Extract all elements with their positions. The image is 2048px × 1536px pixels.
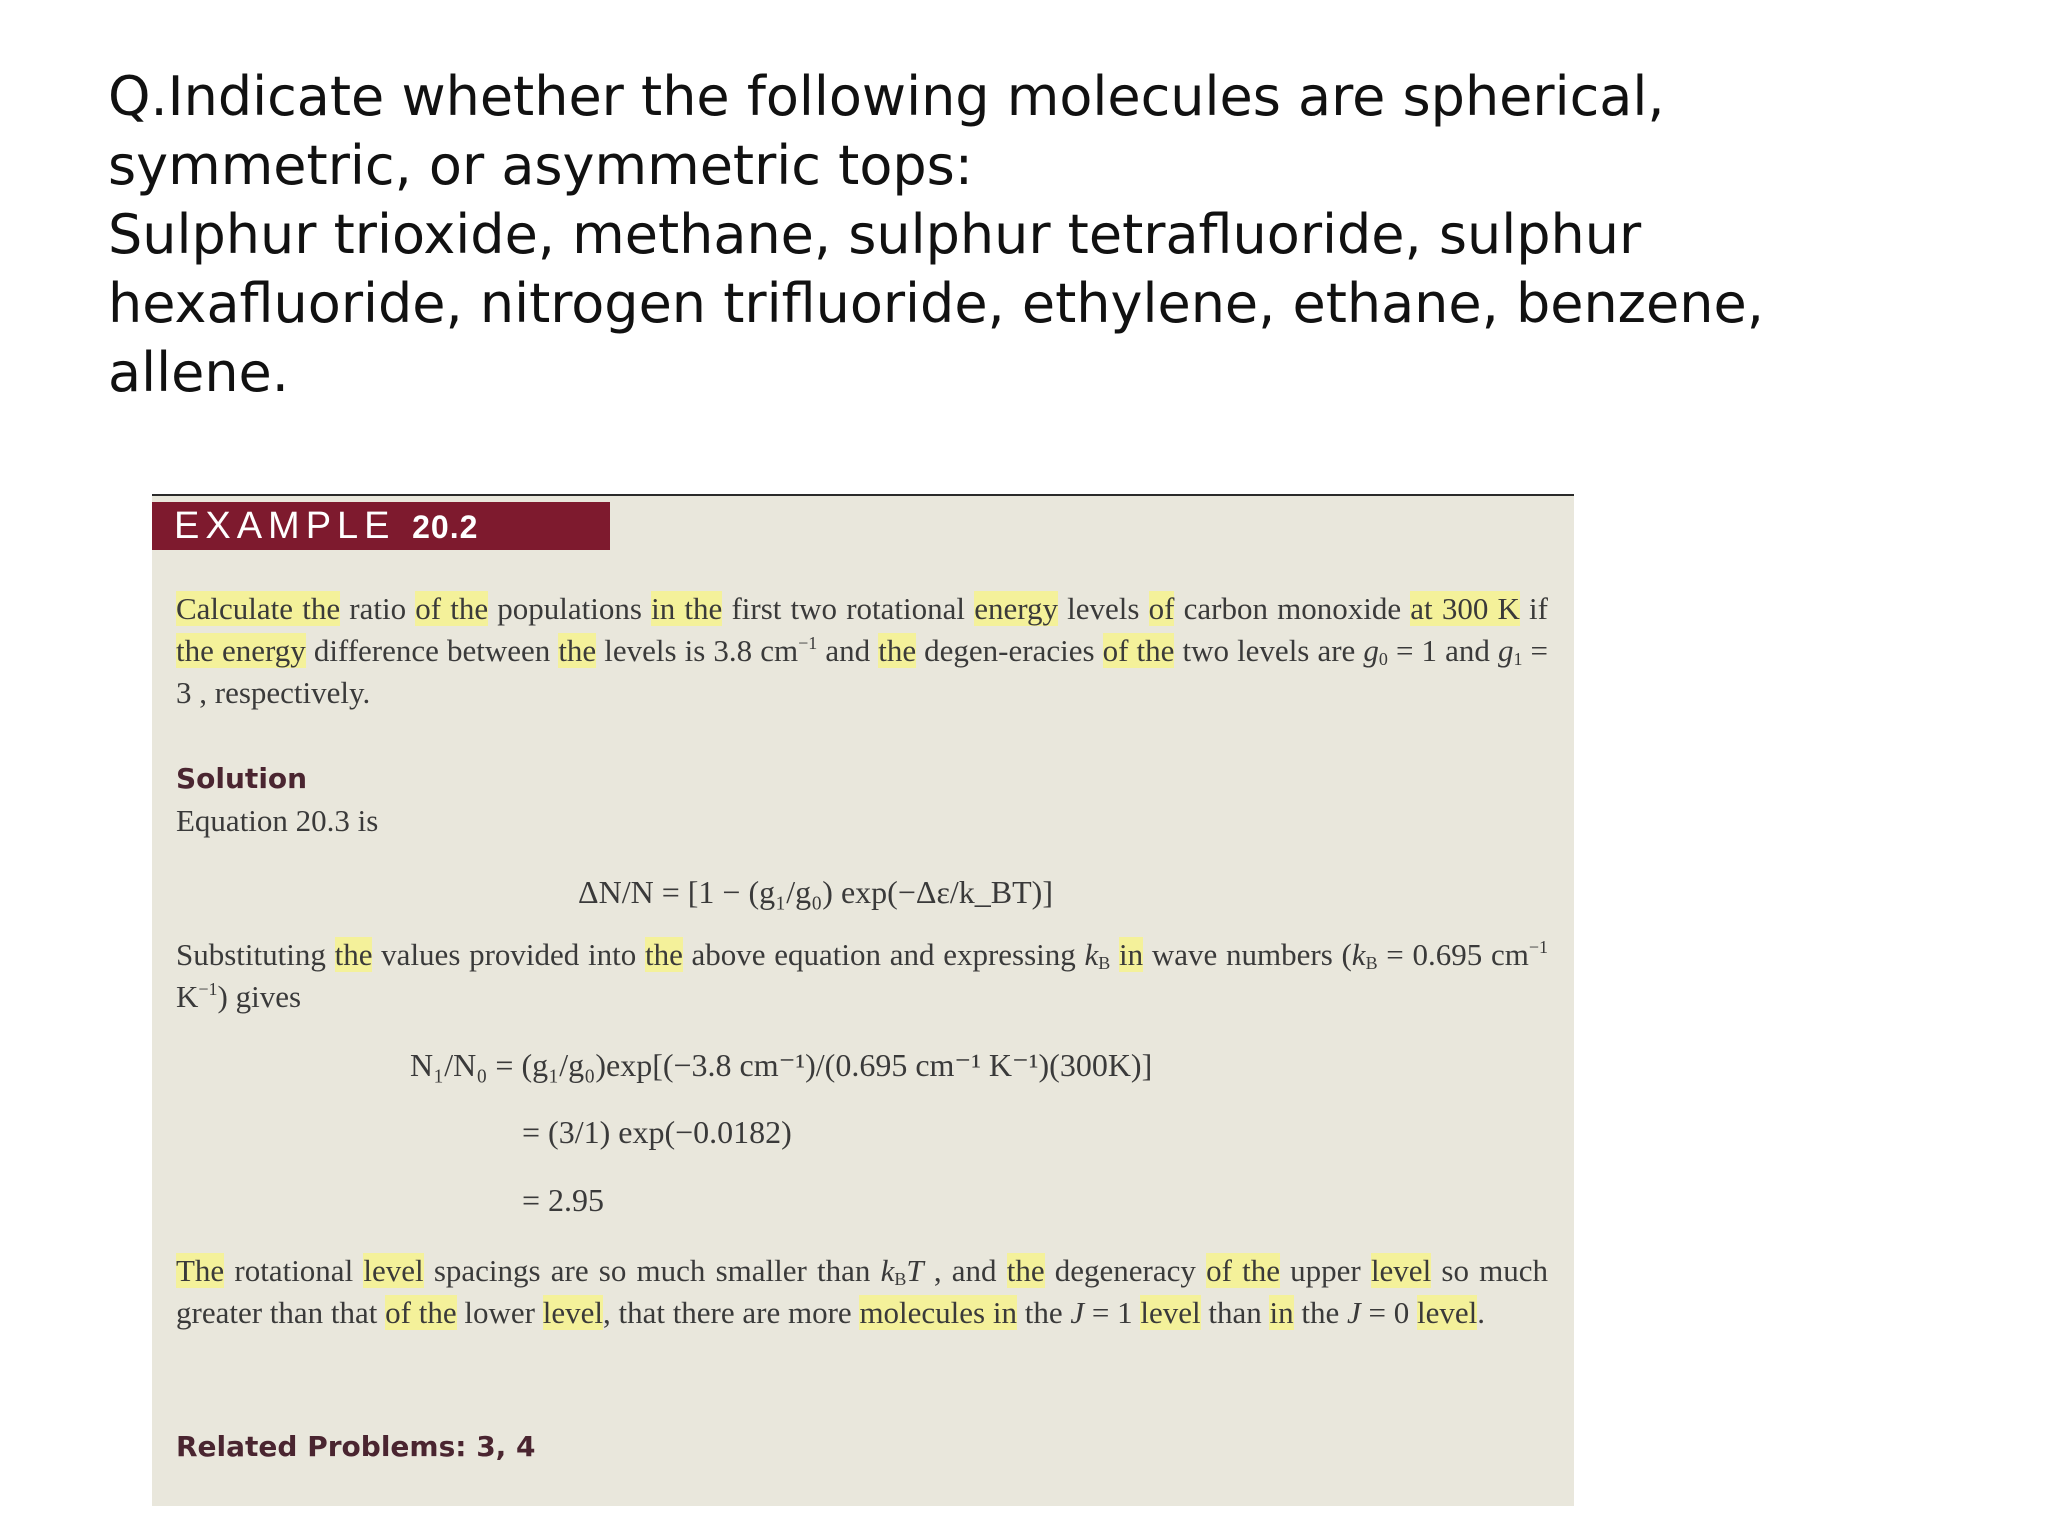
example-panel [152,496,1574,1506]
conclusion-text: The rotational level spacings are so much smaller than $k_BT$ , and the degeneracy of the upper level so much greater than that of the lower level, that there are more molecules in the J = 1 level than in the J = 0 level. [176,1253,1548,1330]
related-problems: Related Problems: 3, 4 [176,1430,536,1463]
example-label: EXAMPLE [174,505,396,547]
equation-1: ΔN/N = [1 − (g₁/g₀) exp(−Δε/k_BT)] [578,874,1053,910]
calc-step-3: = 2.95 [522,1182,605,1218]
example-tab [152,502,610,550]
problem-statement: Calculate the ratio of the populations in the first two rotational energy levels of carbon monoxide at 300 K if the energy difference between the levels is 3.8 $cm^{-1}$ and the degen-eracies of the two levels are $g_0 = 1$ and $g_1 = 3$ , respectively. [176,591,1548,710]
calc-step-1: N₁/N₀ = (g₁/g₀)exp[(−3.8 cm⁻¹)/(0.695 cm⁻¹ K⁻¹)(300K)] [410,1047,1153,1083]
question-line-2: Sulphur trioxide, methane, sulphur tetrafluoride, sulphur hexafluoride, nitrogen trifluoride, ethylene, ethane, benzene, allene. [108,203,1764,404]
question-text [108,62,1948,407]
substitution-text: Substituting the values provided into the above equation and expressing $k_B$ in wave numbers ($k_B = 0.695$ $cm^{-1}$ $K^{-1}$) gives [176,937,1548,1014]
equation-intro: Equation 20.3 is [176,803,379,838]
solution-heading: Solution [176,762,308,795]
calc-step-2: = (3/1) exp(−0.0182) [522,1114,792,1150]
question-line-1: Q.Indicate whether the following molecules are spherical, symmetric, or asymmetric tops: [108,65,1665,197]
example-number: 20.2 [412,509,479,545]
